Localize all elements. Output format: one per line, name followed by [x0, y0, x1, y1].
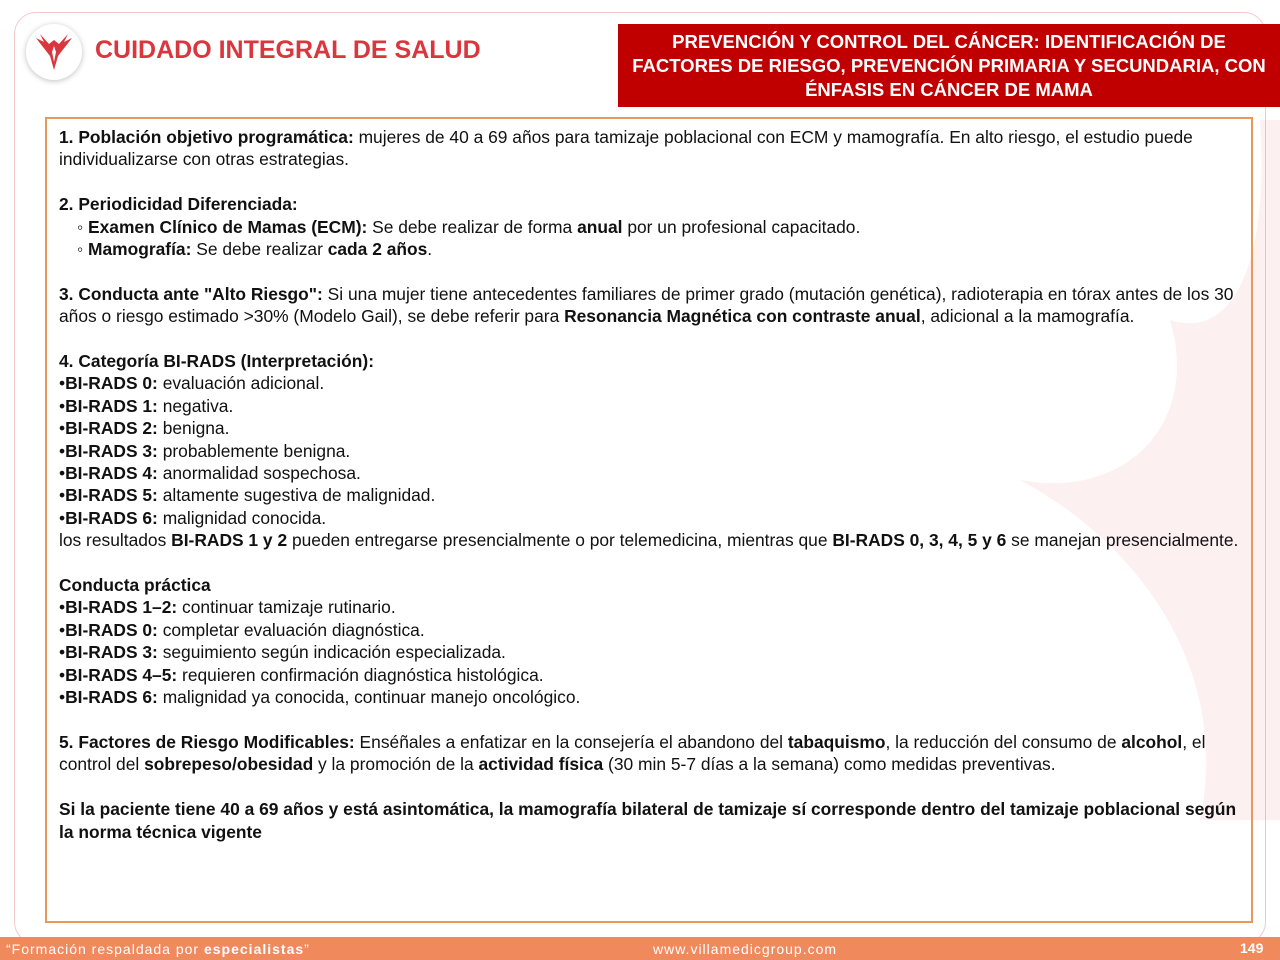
- section-2-heading: 2. Periodicidad Diferenciada:: [59, 194, 298, 215]
- phoenix-logo-icon: [32, 32, 76, 72]
- birads-note: los resultados BI-RADS 1 y 2 pueden entregarse presencialmente o por telemedicina, mientras que BI-RADS 0, 3, 4, 5 y 6 se manejan presencialmente.: [59, 530, 1239, 551]
- section-1-heading: 1. Población objetivo programática:: [59, 127, 354, 147]
- birads-item: •BI-RADS 4: anormalidad sospechosa.: [59, 463, 361, 484]
- birads-item: •BI-RADS 5: altamente sugestiva de malignidad.: [59, 485, 436, 506]
- closing-statement: Si la paciente tiene 40 a 69 años y está asintomática, la mamografía bilateral de tamizaje sí corresponde dentro del tamizaje poblacional según la norma técnica vigente: [59, 799, 1237, 842]
- conducta-item: •BI-RADS 3: seguimiento según indicación especializada.: [59, 642, 506, 663]
- section-1-text: mujeres de 40 a 69 años para tamizaje poblacional con ECM y mamografía. En alto riesgo, el estudio puede individualizarse con otras estrategias.: [59, 127, 1193, 170]
- topic-title-text: PREVENCIÓN Y CONTROL DEL CÁNCER: IDENTIFICACIÓN DE FACTORES DE RIESGO, PREVENCIÓN PRIMARIA Y SECUNDARIA, CON ÉNFASIS EN CÁNCER DE MAMA: [632, 30, 1266, 100]
- conducta-heading: Conducta práctica: [59, 575, 211, 596]
- section-3: 3. Conducta ante "Alto Riesgo": Si una mujer tiene antecedentes familiares de primer grado (mutación genética), radioterapia en tórax antes de los 30 años o riesgo estimado >30% (Modelo Gail), se debe referir para Resonancia Magnética con contraste anual, adicional a la mamografía.: [59, 283, 1234, 327]
- birads-item: •BI-RADS 6: malignidad conocida.: [59, 507, 327, 528]
- section-2-mamografia: ◦ Mamografía: Se debe realizar cada 2 años.: [77, 239, 433, 260]
- logo: [26, 24, 82, 80]
- section-5: 5. Factores de Riesgo Modificables: Enséñales a enfatizar en la consejería el abandono del tabaquismo, la reducción del consumo de alcohol, el control del sobrepeso/obesidad y la promoción de la actividad física (30 min 5-7 días a la semana) como medidas preventivas.: [59, 731, 1206, 775]
- topic-title: [618, 24, 1280, 107]
- section-1: [59, 126, 1239, 171]
- footer-url[interactable]: www.villamedicgroup.com: [653, 941, 838, 957]
- section-4-heading: 4. Categoría BI-RADS (Interpretación):: [59, 351, 375, 372]
- birads-item: •BI-RADS 2: benigna.: [59, 418, 230, 439]
- conducta-item: •BI-RADS 4–5: requieren confirmación diagnóstica histológica.: [59, 664, 544, 685]
- brand-title: CUIDADO INTEGRAL DE SALUD: [95, 36, 481, 64]
- content-box: [45, 117, 1253, 923]
- conducta-item: •BI-RADS 1–2: continuar tamizaje rutinario.: [59, 597, 396, 618]
- section-2-ecm: ◦ Examen Clínico de Mamas (ECM): Se debe realizar de forma anual por un profesional capacitado.: [77, 216, 861, 237]
- footer-bar: [0, 937, 1280, 960]
- birads-item: •BI-RADS 1: negativa.: [59, 395, 234, 416]
- conducta-item: •BI-RADS 0: completar evaluación diagnóstica.: [59, 619, 425, 640]
- birads-item: •BI-RADS 3: probablemente benigna.: [59, 440, 351, 461]
- page-number: 149: [1240, 940, 1264, 956]
- birads-item: •BI-RADS 0: evaluación adicional.: [59, 373, 325, 394]
- footer-slogan: “Formación respaldada por especialistas”: [6, 941, 310, 957]
- conducta-item: •BI-RADS 6: malignidad ya conocida, continuar manejo oncológico.: [59, 687, 581, 708]
